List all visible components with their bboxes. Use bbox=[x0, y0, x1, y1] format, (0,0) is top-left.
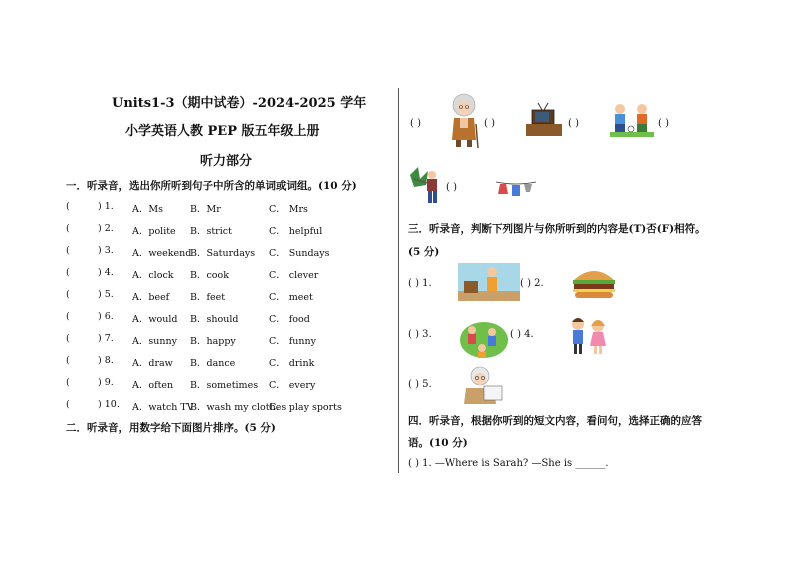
option-c: C． Mrs bbox=[269, 204, 308, 215]
section4-heading: 四．听录音，根据你听到的短文内容，看问句，选择正确的应答 bbox=[408, 415, 702, 427]
option-c: C． play sports bbox=[269, 402, 342, 413]
option-c: C． every bbox=[269, 380, 316, 391]
section4-heading-cont: 语。(10 分) bbox=[408, 437, 468, 449]
question-number: ) 7. bbox=[98, 333, 114, 344]
order-blank-4[interactable]: ( ) bbox=[658, 118, 669, 129]
section3-score: (5 分) bbox=[408, 246, 440, 258]
part-title: 听力部分 bbox=[200, 154, 253, 169]
option-a: A．weekend bbox=[132, 248, 192, 259]
answer-paren: ( bbox=[66, 333, 70, 344]
answer-paren: ( bbox=[66, 245, 70, 256]
question-number: ) 6. bbox=[98, 311, 114, 322]
option-b: B．happy bbox=[190, 336, 236, 347]
option-a: A．clock bbox=[132, 270, 174, 281]
kids-playing-picture bbox=[610, 101, 654, 137]
question-number: ) 2. bbox=[98, 223, 114, 234]
option-c: C． food bbox=[269, 314, 310, 325]
question-number: ) 1. bbox=[98, 201, 114, 212]
grandmother-picture bbox=[448, 92, 482, 150]
answer-paren: ( bbox=[66, 201, 70, 212]
judge-item-2[interactable]: ( ) 2. bbox=[520, 278, 544, 289]
option-b: B．sometimes bbox=[190, 380, 259, 391]
grandpa-reading-picture bbox=[458, 364, 506, 404]
option-c: C． drink bbox=[269, 358, 315, 369]
gardening-picture bbox=[408, 165, 444, 209]
option-b: B．Saturdays bbox=[190, 248, 256, 259]
question-number: ) 4. bbox=[98, 267, 114, 278]
judge-item-4[interactable]: ( ) 4. bbox=[510, 329, 534, 340]
judge-item-5[interactable]: ( ) 5. bbox=[408, 379, 432, 390]
question-number: ) 9. bbox=[98, 377, 114, 388]
section1-heading: 一．听录音，选出你所听到句子中所含的单词或词组。(10 分) bbox=[66, 180, 357, 192]
question-number: ) 5. bbox=[98, 289, 114, 300]
option-b: B．dance bbox=[190, 358, 236, 369]
answer-paren: ( bbox=[66, 223, 70, 234]
option-b: B．feet bbox=[190, 292, 226, 303]
judge-item-1[interactable]: ( ) 1. bbox=[408, 278, 432, 289]
section4-question-1: ( ) 1. —Where is Sarah? —She is ______. bbox=[408, 458, 609, 469]
answer-paren: ( bbox=[66, 289, 70, 300]
option-c: C． helpful bbox=[269, 226, 323, 237]
option-a: A．sunny bbox=[132, 336, 177, 347]
order-blank-5[interactable]: ( ) bbox=[446, 182, 457, 193]
option-a: A．Ms bbox=[132, 204, 163, 215]
option-c: C． clever bbox=[269, 270, 319, 281]
cooking-picture bbox=[458, 263, 520, 301]
answer-paren: ( bbox=[66, 311, 70, 322]
option-c: C． meet bbox=[269, 292, 313, 303]
boy-girl-picture bbox=[566, 314, 612, 356]
exam-title: Units1-3（期中试卷）-2024-2025 学年 bbox=[112, 96, 367, 111]
answer-paren: ( bbox=[66, 267, 70, 278]
column-divider bbox=[398, 88, 399, 473]
option-a: A．polite bbox=[132, 226, 176, 237]
answer-paren: ( bbox=[66, 377, 70, 388]
answer-paren: ( bbox=[66, 399, 70, 410]
exam-subtitle: 小学英语人教 PEP 版五年级上册 bbox=[125, 124, 320, 139]
option-a: A．draw bbox=[132, 358, 173, 369]
tv-picture bbox=[524, 101, 564, 137]
option-b: B．strict bbox=[190, 226, 232, 237]
option-b: B．cook bbox=[190, 270, 229, 281]
hamburger-picture bbox=[570, 266, 618, 300]
section2-heading: 二．听录音，用数字给下面图片排序。(5 分) bbox=[66, 422, 276, 434]
option-a: A．often bbox=[132, 380, 174, 391]
clothesline-picture bbox=[494, 176, 538, 200]
option-b: B．wash my clothes bbox=[190, 402, 287, 413]
option-b: B．Mr bbox=[190, 204, 221, 215]
question-number: ) 3. bbox=[98, 245, 114, 256]
question-number: ) 10. bbox=[98, 399, 120, 410]
question-number: ) 8. bbox=[98, 355, 114, 366]
option-b: B．should bbox=[190, 314, 239, 325]
option-c: C． funny bbox=[269, 336, 317, 347]
order-blank-1[interactable]: ( ) bbox=[410, 118, 421, 129]
children-picture bbox=[458, 312, 510, 360]
option-a: A．watch TV bbox=[132, 402, 194, 413]
judge-item-3[interactable]: ( ) 3. bbox=[408, 329, 432, 340]
section3-heading: 三．听录音，判断下列图片与你所听到的内容是(T)否(F)相符。 bbox=[408, 223, 706, 235]
option-a: A．would bbox=[132, 314, 178, 325]
order-blank-3[interactable]: ( ) bbox=[568, 118, 579, 129]
order-blank-2[interactable]: ( ) bbox=[484, 118, 495, 129]
answer-paren: ( bbox=[66, 355, 70, 366]
option-a: A．beef bbox=[132, 292, 170, 303]
option-c: C． Sundays bbox=[269, 248, 330, 259]
